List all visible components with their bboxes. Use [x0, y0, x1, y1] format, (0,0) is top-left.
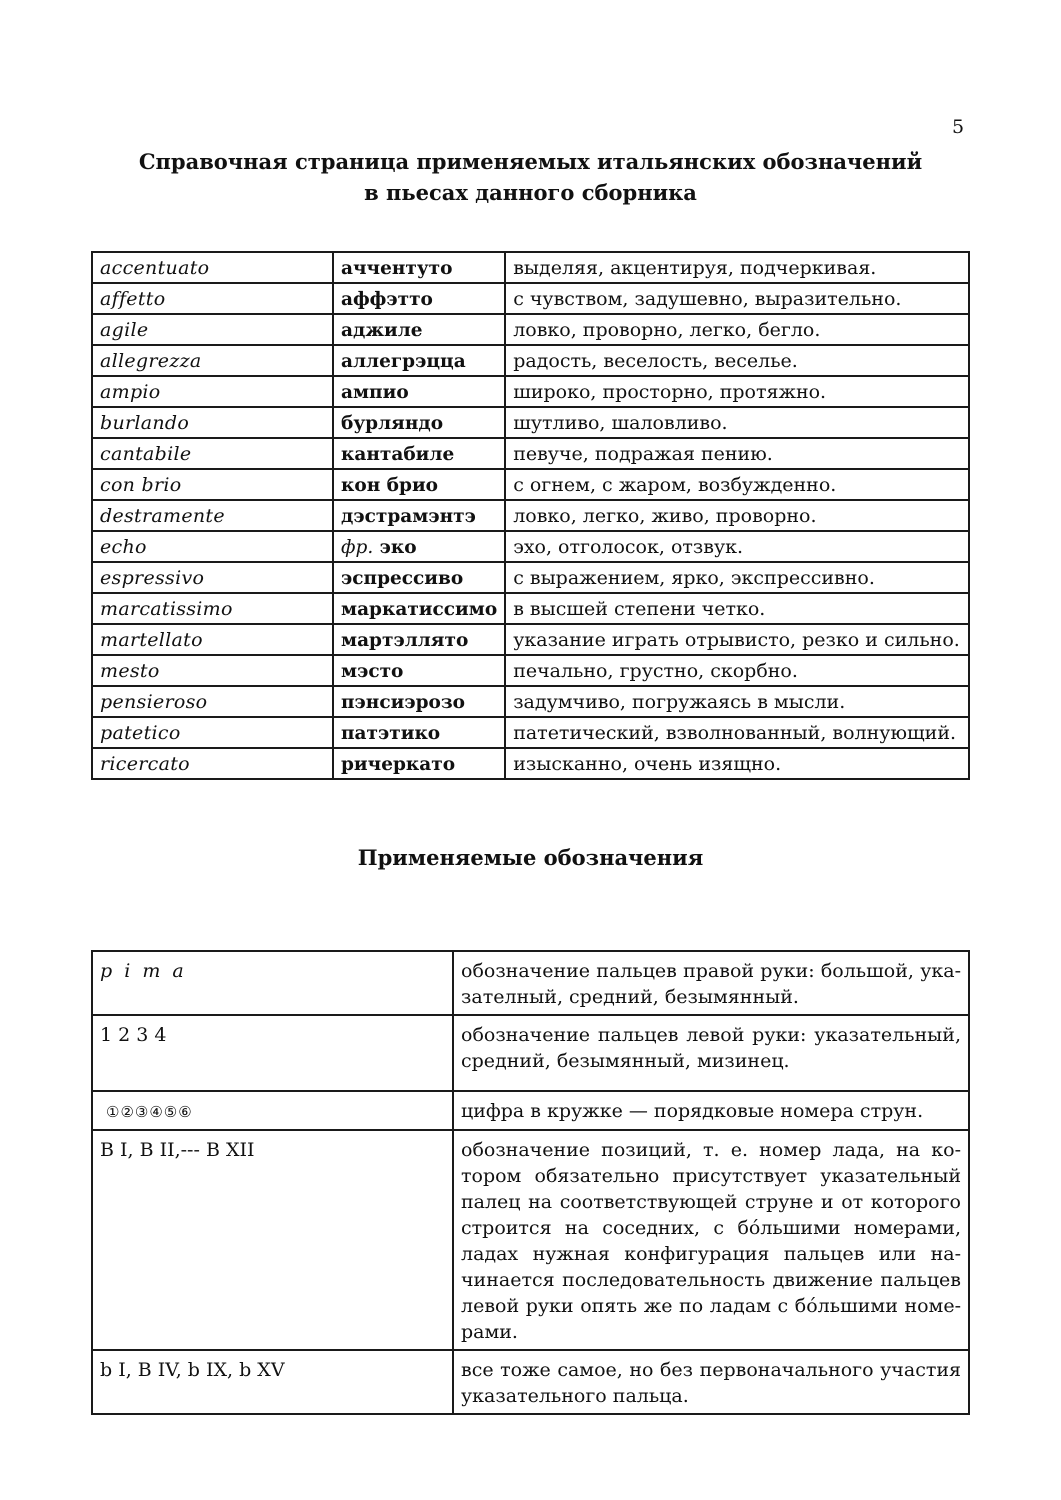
pronunciation-text: бурляндо: [341, 413, 444, 434]
meaning: патетический, взволнованный, волнующий.: [505, 717, 969, 748]
table-row: [92, 624, 969, 655]
italian-terms-table: [91, 251, 970, 780]
title-line-1: Справочная страница применяемых итальянских обозначений: [138, 149, 923, 174]
table-row: [92, 717, 969, 748]
pronunciation: [333, 655, 505, 686]
pronunciation: [333, 748, 505, 779]
notation-symbol: [92, 1091, 453, 1130]
pronunciation: [333, 686, 505, 717]
pronunciation-text: патэтико: [341, 723, 441, 744]
pronunciation-text: мартэллято: [341, 630, 469, 651]
pronunciation-text: ричеркато: [341, 754, 456, 775]
italian-term: echo: [92, 531, 333, 562]
table-row: [92, 686, 969, 717]
italian-term: ricercato: [92, 748, 333, 779]
pronunciation-text: аффэтто: [341, 289, 433, 310]
meaning: шутливо, шаловливо.: [505, 407, 969, 438]
pronunciation-text: маркатиссимо: [341, 599, 498, 620]
italian-term: agile: [92, 314, 333, 345]
meaning: в высшей степени четко.: [505, 593, 969, 624]
italian-term: patetico: [92, 717, 333, 748]
table-row: [92, 376, 969, 407]
pronunciation-text: эспрессиво: [341, 568, 464, 589]
notation-description: обозначение пальцев правой руки: большой, ука-зателный, средний, безымянный.: [453, 951, 969, 1015]
symbol-text: b I, B IV, b IX, b XV: [100, 1359, 285, 1381]
italian-term: marcatissimo: [92, 593, 333, 624]
pronunciation-text: аччентуто: [341, 258, 453, 279]
italian-term: allegrezza: [92, 345, 333, 376]
table-row: [92, 562, 969, 593]
pronunciation: [333, 438, 505, 469]
table-row: [92, 407, 969, 438]
meaning: с выражением, ярко, экспрессивно.: [505, 562, 969, 593]
table-row: [92, 748, 969, 779]
meaning: выделяя, акцентируя, подчеркивая.: [505, 252, 969, 283]
pronunciation: [333, 314, 505, 345]
symbol-text: p i m a: [100, 960, 187, 982]
title-line-2: в пьесах данного сборника: [364, 180, 697, 205]
notation-description: обозначение пальцев левой руки: указательный, средний, безымянный, мизинец.: [453, 1015, 969, 1091]
notation-symbol: [92, 1130, 453, 1350]
italian-term: con brio: [92, 469, 333, 500]
table-row: [92, 252, 969, 283]
pronunciation: [333, 252, 505, 283]
italian-term: mesto: [92, 655, 333, 686]
meaning: эхо, отголосок, отзвук.: [505, 531, 969, 562]
pronunciation: [333, 500, 505, 531]
table-row: [92, 1130, 969, 1350]
italian-term: burlando: [92, 407, 333, 438]
meaning: указание играть отрывисто, резко и сильно.: [505, 624, 969, 655]
notation-symbol: [92, 951, 453, 1015]
table-row: [92, 469, 969, 500]
pronunciation-text: эко: [379, 537, 417, 558]
meaning: ловко, проворно, легко, бегло.: [505, 314, 969, 345]
pronunciation: [333, 376, 505, 407]
pronunciation-text: аджиле: [341, 320, 423, 341]
meaning: радость, веселость, веселье.: [505, 345, 969, 376]
meaning: задумчиво, погружаясь в мысли.: [505, 686, 969, 717]
italian-term: pensieroso: [92, 686, 333, 717]
symbol-text: 1 2 3 4: [100, 1024, 167, 1046]
table-row: [92, 500, 969, 531]
meaning: широко, просторно, протяжно.: [505, 376, 969, 407]
table-row: [92, 531, 969, 562]
table-row: [92, 593, 969, 624]
page-number: 5: [952, 116, 965, 138]
meaning: с чувством, задушевно, выразительно.: [505, 283, 969, 314]
symbol-text: ①②③④⑤⑥: [106, 1103, 193, 1121]
language-prefix: фр.: [341, 537, 374, 558]
pronunciation: [333, 531, 505, 562]
notations-table: [91, 950, 970, 1415]
pronunciation: [333, 624, 505, 655]
italian-term: martellato: [92, 624, 333, 655]
meaning: изысканно, очень изящно.: [505, 748, 969, 779]
table-row: [92, 283, 969, 314]
notation-description: все тоже самое, но без первоначального участия указательного пальца.: [453, 1350, 969, 1414]
table-row: [92, 1350, 969, 1414]
pronunciation: [333, 562, 505, 593]
pronunciation: [333, 345, 505, 376]
symbol-text: B I, B II,--- B XII: [100, 1139, 255, 1161]
notation-description: цифра в кружке — порядковые номера струн.: [453, 1091, 969, 1130]
italian-term: espressivo: [92, 562, 333, 593]
pronunciation-text: кон брио: [341, 475, 439, 496]
pronunciation: [333, 407, 505, 438]
notation-description: обозначение позиций, т. е. номер лада, на ко-тором обязательно присутствует указательный палец на соответствующей струне и от которого строится на соседних, с бóльшими номерами, ладах нужная конфигурация пальцев или на-чинается последовательность движение пальцев левой руки опять же по ладам с бóльшими номе-рами.: [453, 1130, 969, 1350]
notation-symbol: [92, 1015, 453, 1091]
pronunciation-text: пэнсиэрозо: [341, 692, 466, 713]
table-row: [92, 655, 969, 686]
pronunciation: [333, 283, 505, 314]
page-title: [0, 146, 1061, 208]
italian-term: ampio: [92, 376, 333, 407]
table-row: [92, 314, 969, 345]
pronunciation-text: ампио: [341, 382, 409, 403]
pronunciation: [333, 593, 505, 624]
meaning: с огнем, с жаром, возбужденно.: [505, 469, 969, 500]
italian-term: destramente: [92, 500, 333, 531]
meaning: ловко, легко, живо, проворно.: [505, 500, 969, 531]
pronunciation: [333, 717, 505, 748]
pronunciation-text: дэстрамэнтэ: [341, 506, 476, 527]
meaning: печально, грустно, скорбно.: [505, 655, 969, 686]
table-row: [92, 1015, 969, 1091]
pronunciation-text: аллегрэцца: [341, 351, 466, 372]
italian-term: accentuato: [92, 252, 333, 283]
pronunciation-text: кантабиле: [341, 444, 455, 465]
notation-symbol: [92, 1350, 453, 1414]
table-row: [92, 951, 969, 1015]
table-row: [92, 438, 969, 469]
pronunciation: [333, 469, 505, 500]
italian-term: affetto: [92, 283, 333, 314]
meaning: певуче, подражая пению.: [505, 438, 969, 469]
table-row: [92, 345, 969, 376]
section-title: Применяемые обозначения: [357, 845, 704, 870]
italian-term: cantabile: [92, 438, 333, 469]
pronunciation-text: мэсто: [341, 661, 404, 682]
table-row: [92, 1091, 969, 1130]
